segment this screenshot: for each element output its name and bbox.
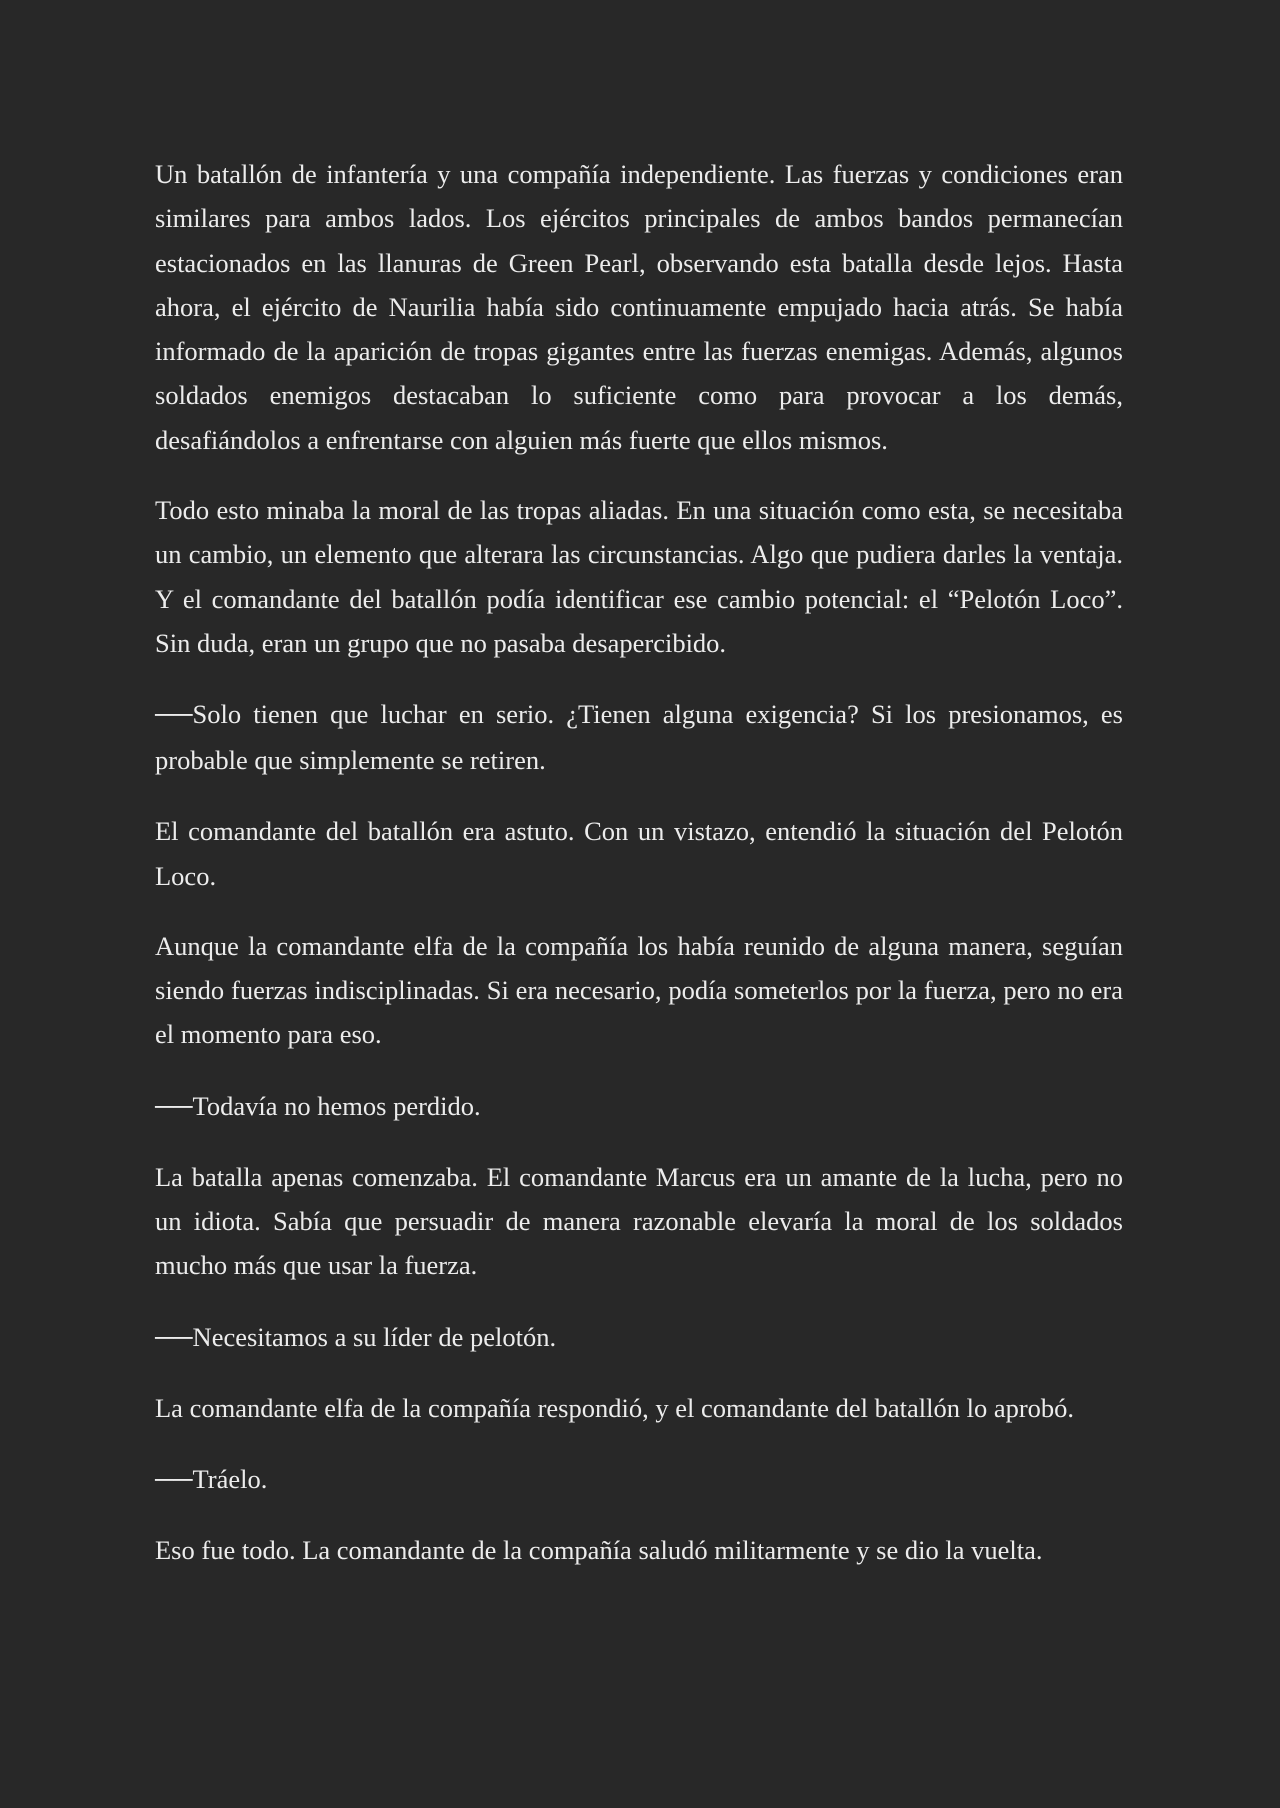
dialogue-line-1: ──Solo tienen que luchar en serio. ¿Tienen alguna exigencia? Si los presionamos, es probable que simplemente se retiren. (155, 699, 1123, 776)
dialogue-line-3: ──Necesitamos a su líder de pelotón. (155, 1321, 557, 1352)
paragraph-1: Un batallón de infantería y una compañía independiente. Las fuerzas y condiciones eran similares para ambos lados. Los ejércitos principales de ambos bandos permanecían estacionados en las llanuras de Green Pearl, observando esta batalla desde lejos. Hasta ahora, el ejército de Naurilia había sido continuamente empujado hacia atrás. Se había informado de la aparición de tropas gigantes entre las fuerzas enemigas. Además, algunos soldados enemigos destacaban lo suficiente como para provocar a los demás, desafiándolos a enfrentarse con alguien más fuerte que ellos mismos. (155, 159, 1123, 455)
paragraph-6: La comandante elfa de la compañía respondió, y el comandante del batallón lo aprobó. (155, 1392, 1075, 1423)
chapter-text (155, 152, 1123, 1572)
paragraph-4: Aunque la comandante elfa de la compañía los había reunido de alguna manera, seguían siendo fuerzas indisciplinadas. Si era necesario, podía someterlos por la fuerza, pero no era el momento para eso. (155, 930, 1123, 1050)
dialogue-line-4: ──Tráelo. (155, 1463, 268, 1494)
paragraph-5: La batalla apenas comenzaba. El comandante Marcus era un amante de la lucha, pero no un idiota. Sabía que persuadir de manera razonable elevaría la moral de los soldados mucho más que usar la fuerza. (155, 1161, 1123, 1281)
paragraph-3: El comandante del batallón era astuto. Con un vistazo, entendió la situación del Pelotón Loco. (155, 816, 1123, 891)
paragraph-2: Todo esto minaba la moral de las tropas aliadas. En una situación como esta, se necesitaba un cambio, un elemento que alterara las circunstancias. Algo que pudiera darles la ventaja. Y el comandante del batallón podía identificar ese cambio potencial: el “Pelotón Loco”. Sin duda, eran un grupo que no pasaba desapercibido. (155, 495, 1123, 658)
paragraph-7: Eso fue todo. La comandante de la compañía saludó militarmente y se dio la vuelta. (155, 1534, 1043, 1565)
dialogue-line-2: ──Todavía no hemos perdido. (155, 1090, 481, 1121)
